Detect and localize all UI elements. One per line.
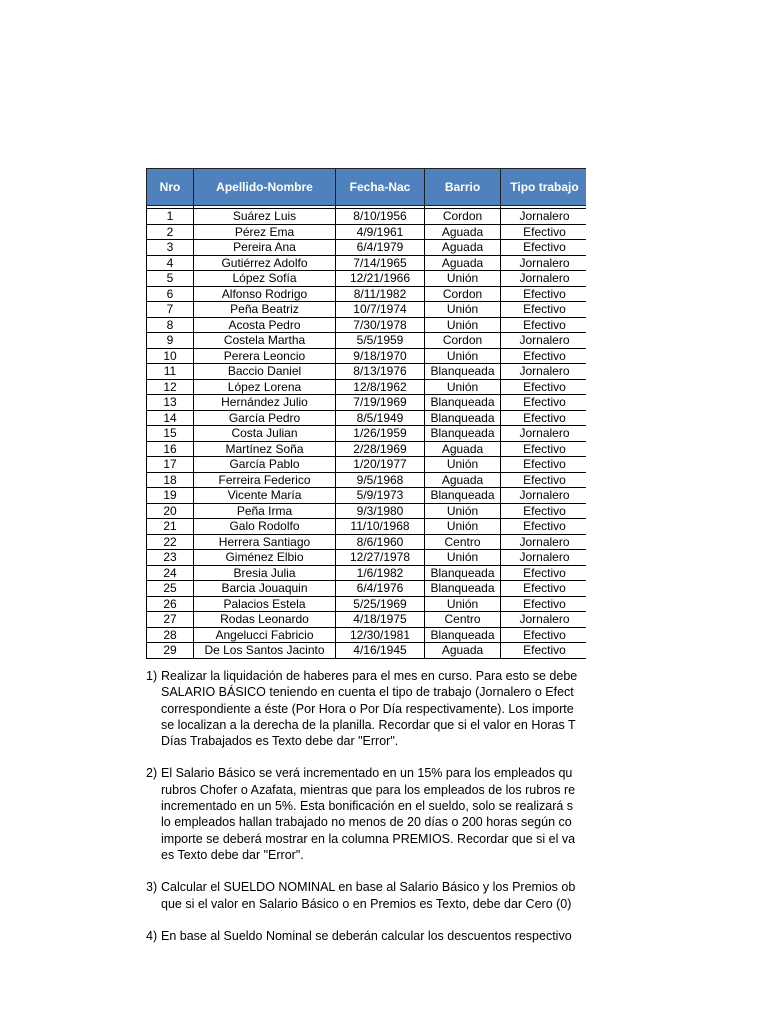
- cell-apellido-nombre[interactable]: Vicente María: [194, 488, 336, 504]
- cell-barrio[interactable]: Unión: [425, 503, 501, 519]
- cell-barrio[interactable]: Cordon: [425, 333, 501, 349]
- cell-tipo-trabajo[interactable]: Jornalero: [501, 255, 587, 271]
- column-header-nro[interactable]: Nro: [147, 169, 194, 206]
- table-row: [147, 379, 587, 395]
- table-header-row: [147, 169, 587, 206]
- cell-nro[interactable]: 20: [147, 503, 194, 519]
- cell-fecha-nac[interactable]: 12/21/1966: [336, 271, 425, 287]
- cell-apellido-nombre[interactable]: Acosta Pedro: [194, 317, 336, 333]
- cell-apellido-nombre[interactable]: López Lorena: [194, 379, 336, 395]
- cell-barrio[interactable]: Unión: [425, 348, 501, 364]
- cell-barrio[interactable]: Blanqueada: [425, 488, 501, 504]
- instruction-item: [146, 928, 587, 944]
- cell-fecha-nac[interactable]: 8/6/1960: [336, 534, 425, 550]
- cell-apellido-nombre[interactable]: Martínez Soña: [194, 441, 336, 457]
- instruction-line: Días Trabajados es Texto debe dar "Error".: [161, 734, 399, 749]
- instruction-text: [161, 668, 577, 749]
- cell-nro[interactable]: 26: [147, 596, 194, 612]
- cell-fecha-nac[interactable]: 8/11/1982: [336, 286, 425, 302]
- cell-nro[interactable]: 27: [147, 612, 194, 628]
- cell-apellido-nombre[interactable]: Giménez Elbio: [194, 550, 336, 566]
- table-row: [147, 612, 587, 628]
- cell-barrio[interactable]: Unión: [425, 519, 501, 535]
- cell-tipo-trabajo[interactable]: Jornalero: [501, 333, 587, 349]
- cell-fecha-nac[interactable]: 4/9/1961: [336, 224, 425, 240]
- cell-nro[interactable]: 24: [147, 565, 194, 581]
- cell-nro[interactable]: 4: [147, 255, 194, 271]
- cell-nro[interactable]: 6: [147, 286, 194, 302]
- cell-apellido-nombre[interactable]: Angelucci Fabricio: [194, 627, 336, 643]
- cell-tipo-trabajo[interactable]: Efectivo: [501, 457, 587, 473]
- cell-barrio[interactable]: Blanqueada: [425, 565, 501, 581]
- cell-apellido-nombre[interactable]: Bresia Julia: [194, 565, 336, 581]
- cell-apellido-nombre[interactable]: Suárez Luis: [194, 209, 336, 225]
- employee-table: [146, 168, 586, 659]
- instruction-number: 1): [146, 669, 158, 683]
- table-row: [147, 255, 587, 271]
- column-header-apellido-nombre[interactable]: Apellido-Nombre: [194, 169, 336, 206]
- table-row: [147, 643, 587, 659]
- cell-barrio[interactable]: Unión: [425, 550, 501, 566]
- table-row: [147, 395, 587, 411]
- cell-tipo-trabajo[interactable]: Jornalero: [501, 612, 587, 628]
- cell-barrio[interactable]: Blanqueada: [425, 581, 501, 597]
- instructions: [146, 668, 587, 960]
- cell-tipo-trabajo[interactable]: Jornalero: [501, 364, 587, 380]
- instruction-line: incrementado en un 5%. Esta bonificación en el sueldo, solo se realizará s: [161, 799, 574, 814]
- instruction-text: [161, 928, 572, 944]
- cell-fecha-nac[interactable]: 10/7/1974: [336, 302, 425, 318]
- cell-nro[interactable]: 22: [147, 534, 194, 550]
- cell-nro[interactable]: 3: [147, 240, 194, 256]
- instruction-line: SALARIO BÁSICO teniendo en cuenta el tipo de trabajo (Jornalero o Efect: [161, 685, 574, 700]
- cell-apellido-nombre[interactable]: García Pedro: [194, 410, 336, 426]
- table-row: [147, 627, 587, 643]
- cell-nro[interactable]: 18: [147, 472, 194, 488]
- cell-nro[interactable]: 16: [147, 441, 194, 457]
- column-header-fecha-nac[interactable]: Fecha-Nac: [336, 169, 425, 206]
- cell-nro[interactable]: 5: [147, 271, 194, 287]
- instruction-line: importe se deberá mostrar en la columna PREMIOS. Recordar que si el va: [161, 831, 576, 846]
- cell-nro[interactable]: 13: [147, 395, 194, 411]
- cell-apellido-nombre[interactable]: Barcia Jouaquin: [194, 581, 336, 597]
- cell-nro[interactable]: 15: [147, 426, 194, 442]
- cell-fecha-nac[interactable]: 1/6/1982: [336, 565, 425, 581]
- cell-tipo-trabajo[interactable]: Jornalero: [501, 534, 587, 550]
- table-row: [147, 441, 587, 457]
- table-row: [147, 581, 587, 597]
- table-row: [147, 333, 587, 349]
- cell-nro[interactable]: 9: [147, 333, 194, 349]
- table-row: [147, 534, 587, 550]
- cell-fecha-nac[interactable]: 5/9/1973: [336, 488, 425, 504]
- table-row: [147, 488, 587, 504]
- table-row: [147, 317, 587, 333]
- cell-fecha-nac[interactable]: 1/20/1977: [336, 457, 425, 473]
- cell-barrio[interactable]: Cordon: [425, 286, 501, 302]
- instruction-line: se localizan a la derecha de la planilla. Recordar que si el valor en Horas T: [161, 717, 576, 732]
- cell-tipo-trabajo[interactable]: Efectivo: [501, 286, 587, 302]
- cell-barrio[interactable]: Aguada: [425, 472, 501, 488]
- cell-apellido-nombre[interactable]: Costa Julian: [194, 426, 336, 442]
- cell-fecha-nac[interactable]: 8/10/1956: [336, 209, 425, 225]
- instruction-line: correspondiente a éste (Por Hora o Por Día respectivamente). Los importe: [161, 701, 574, 716]
- cell-apellido-nombre[interactable]: De Los Santos Jacinto: [194, 643, 336, 659]
- cell-nro[interactable]: 11: [147, 364, 194, 380]
- cell-barrio[interactable]: Blanqueada: [425, 410, 501, 426]
- cell-fecha-nac[interactable]: 9/5/1968: [336, 472, 425, 488]
- column-header-tipo-trabajo[interactable]: Tipo trabajo: [501, 169, 587, 206]
- cell-fecha-nac[interactable]: 7/30/1978: [336, 317, 425, 333]
- cell-apellido-nombre[interactable]: Rodas Leonardo: [194, 612, 336, 628]
- instruction-line: rubros Chofer o Azafata, mientras que para los empleados de los rubros re: [161, 782, 576, 797]
- cell-nro[interactable]: 29: [147, 643, 194, 659]
- instruction-number: 2): [146, 766, 158, 781]
- cell-nro[interactable]: 7: [147, 302, 194, 318]
- cell-barrio[interactable]: Unión: [425, 302, 501, 318]
- cell-apellido-nombre[interactable]: López Sofía: [194, 271, 336, 287]
- table-row: [147, 240, 587, 256]
- cell-barrio[interactable]: Unión: [425, 457, 501, 473]
- instruction-line: El Salario Básico se verá incrementado en un 15% para los empleados qu: [161, 766, 573, 781]
- cell-barrio[interactable]: Aguada: [425, 224, 501, 240]
- cell-barrio[interactable]: Cordon: [425, 209, 501, 225]
- cell-fecha-nac[interactable]: 8/13/1976: [336, 364, 425, 380]
- cell-barrio[interactable]: Aguada: [425, 643, 501, 659]
- cell-tipo-trabajo[interactable]: Efectivo: [501, 472, 587, 488]
- instruction-line: Calcular el SUELDO NOMINAL en base al Salario Básico y los Premios ob: [161, 880, 576, 895]
- cell-fecha-nac[interactable]: 9/3/1980: [336, 503, 425, 519]
- cell-apellido-nombre[interactable]: García Pablo: [194, 457, 336, 473]
- cell-apellido-nombre[interactable]: Herrera Santiago: [194, 534, 336, 550]
- cell-nro[interactable]: 23: [147, 550, 194, 566]
- cell-nro[interactable]: 14: [147, 410, 194, 426]
- cell-tipo-trabajo[interactable]: Jornalero: [501, 271, 587, 287]
- cell-fecha-nac[interactable]: 7/14/1965: [336, 255, 425, 271]
- cell-tipo-trabajo[interactable]: Efectivo: [501, 596, 587, 612]
- cell-barrio[interactable]: Blanqueada: [425, 627, 501, 643]
- cell-barrio[interactable]: Blanqueada: [425, 395, 501, 411]
- table-row: [147, 302, 587, 318]
- cell-tipo-trabajo[interactable]: Efectivo: [501, 581, 587, 597]
- cell-tipo-trabajo[interactable]: Efectivo: [501, 627, 587, 643]
- table-row: [147, 519, 587, 535]
- cell-fecha-nac[interactable]: 12/27/1978: [336, 550, 425, 566]
- instruction-line: lo empleados hallan trabajado no menos de 20 días o 200 horas según co: [161, 815, 572, 830]
- cell-tipo-trabajo[interactable]: Efectivo: [501, 224, 587, 240]
- cell-apellido-nombre[interactable]: Perera Leoncio: [194, 348, 336, 364]
- cell-tipo-trabajo[interactable]: Efectivo: [501, 410, 587, 426]
- cell-tipo-trabajo[interactable]: Efectivo: [501, 240, 587, 256]
- cell-tipo-trabajo[interactable]: Efectivo: [501, 395, 587, 411]
- cell-barrio[interactable]: Aguada: [425, 441, 501, 457]
- table-row: [147, 224, 587, 240]
- table-row: [147, 565, 587, 581]
- cell-fecha-nac[interactable]: 5/5/1959: [336, 333, 425, 349]
- table-row: [147, 364, 587, 380]
- instruction-text: [161, 765, 575, 863]
- cell-fecha-nac[interactable]: 6/4/1976: [336, 581, 425, 597]
- cell-barrio[interactable]: Centro: [425, 612, 501, 628]
- cell-apellido-nombre[interactable]: Ferreira Federico: [194, 472, 336, 488]
- cell-nro[interactable]: 19: [147, 488, 194, 504]
- cell-fecha-nac[interactable]: 8/5/1949: [336, 410, 425, 426]
- cell-tipo-trabajo[interactable]: Efectivo: [501, 317, 587, 333]
- cell-fecha-nac[interactable]: 6/4/1979: [336, 240, 425, 256]
- cell-tipo-trabajo[interactable]: Jornalero: [501, 550, 587, 566]
- instruction-line: que si el valor en Salario Básico o en Premios es Texto, debe dar Cero (0): [161, 896, 572, 911]
- instruction-item: [146, 668, 587, 749]
- cell-apellido-nombre[interactable]: Baccio Daniel: [194, 364, 336, 380]
- cell-apellido-nombre[interactable]: Palacios Estela: [194, 596, 336, 612]
- instruction-item: [146, 879, 587, 912]
- instruction-text: [161, 879, 575, 912]
- cell-nro[interactable]: 28: [147, 627, 194, 643]
- cell-tipo-trabajo[interactable]: Efectivo: [501, 348, 587, 364]
- instruction-line: En base al Sueldo Nominal se deberán calcular los descuentos respectivo: [161, 928, 572, 943]
- cell-apellido-nombre[interactable]: Gutiérrez Adolfo: [194, 255, 336, 271]
- cell-tipo-trabajo[interactable]: Efectivo: [501, 519, 587, 535]
- cell-fecha-nac[interactable]: 4/16/1945: [336, 643, 425, 659]
- cell-apellido-nombre[interactable]: Peña Beatriz: [194, 302, 336, 318]
- cell-barrio[interactable]: Aguada: [425, 255, 501, 271]
- cell-nro[interactable]: 8: [147, 317, 194, 333]
- table-body: [147, 206, 587, 659]
- cell-fecha-nac[interactable]: 12/30/1981: [336, 627, 425, 643]
- cell-barrio[interactable]: Unión: [425, 596, 501, 612]
- cell-nro[interactable]: 17: [147, 457, 194, 473]
- cell-fecha-nac[interactable]: 7/19/1969: [336, 395, 425, 411]
- cell-fecha-nac[interactable]: 4/18/1975: [336, 612, 425, 628]
- cell-apellido-nombre[interactable]: Pereira Ana: [194, 240, 336, 256]
- cell-nro[interactable]: 10: [147, 348, 194, 364]
- instruction-line: es Texto debe dar "Error".: [161, 847, 304, 862]
- cell-barrio[interactable]: Blanqueada: [425, 426, 501, 442]
- table-row: [147, 596, 587, 612]
- cell-barrio[interactable]: Unión: [425, 379, 501, 395]
- cell-tipo-trabajo[interactable]: Jornalero: [501, 426, 587, 442]
- cell-nro[interactable]: 1: [147, 209, 194, 225]
- table-row: [147, 271, 587, 287]
- table-row: [147, 209, 587, 225]
- cell-apellido-nombre[interactable]: Alfonso Rodrigo: [194, 286, 336, 302]
- cell-tipo-trabajo[interactable]: Efectivo: [501, 441, 587, 457]
- cell-barrio[interactable]: Blanqueada: [425, 364, 501, 380]
- cell-fecha-nac[interactable]: 5/25/1969: [336, 596, 425, 612]
- table-row: [147, 426, 587, 442]
- cell-fecha-nac[interactable]: 9/18/1970: [336, 348, 425, 364]
- cell-barrio[interactable]: Centro: [425, 534, 501, 550]
- cell-tipo-trabajo[interactable]: Efectivo: [501, 302, 587, 318]
- table-row: [147, 472, 587, 488]
- cell-fecha-nac[interactable]: 11/10/1968: [336, 519, 425, 535]
- cell-tipo-trabajo[interactable]: Efectivo: [501, 643, 587, 659]
- cell-tipo-trabajo[interactable]: Jornalero: [501, 488, 587, 504]
- cell-apellido-nombre[interactable]: Costela Martha: [194, 333, 336, 349]
- cell-nro[interactable]: 25: [147, 581, 194, 597]
- cell-nro[interactable]: 2: [147, 224, 194, 240]
- table-row: [147, 550, 587, 566]
- cell-fecha-nac[interactable]: 2/28/1969: [336, 441, 425, 457]
- cell-barrio[interactable]: Aguada: [425, 240, 501, 256]
- cell-tipo-trabajo[interactable]: Efectivo: [501, 379, 587, 395]
- cell-apellido-nombre[interactable]: Peña Irma: [194, 503, 336, 519]
- table-row: [147, 286, 587, 302]
- cell-tipo-trabajo[interactable]: Jornalero: [501, 209, 587, 225]
- column-header-barrio[interactable]: Barrio: [425, 169, 501, 206]
- cell-tipo-trabajo[interactable]: Efectivo: [501, 565, 587, 581]
- cell-apellido-nombre[interactable]: Hernández Julio: [194, 395, 336, 411]
- table-row: [147, 457, 587, 473]
- cell-apellido-nombre[interactable]: Pérez Ema: [194, 224, 336, 240]
- cell-apellido-nombre[interactable]: Galo Rodolfo: [194, 519, 336, 535]
- instruction-number: 4): [146, 928, 158, 943]
- table-row: [147, 503, 587, 519]
- table-row: [147, 410, 587, 426]
- instruction-item: [146, 765, 587, 863]
- cell-nro[interactable]: 12: [147, 379, 194, 395]
- cell-nro[interactable]: 21: [147, 519, 194, 535]
- spreadsheet: [146, 168, 586, 659]
- cell-barrio[interactable]: Unión: [425, 317, 501, 333]
- instruction-number: 3): [146, 880, 158, 895]
- instruction-line: Realizar la liquidación de haberes para el mes en curso. Para esto se debe: [161, 669, 578, 683]
- cell-barrio[interactable]: Unión: [425, 271, 501, 287]
- table-row: [147, 348, 587, 364]
- cell-fecha-nac[interactable]: 1/26/1959: [336, 426, 425, 442]
- cell-tipo-trabajo[interactable]: Efectivo: [501, 503, 587, 519]
- cell-fecha-nac[interactable]: 12/8/1962: [336, 379, 425, 395]
